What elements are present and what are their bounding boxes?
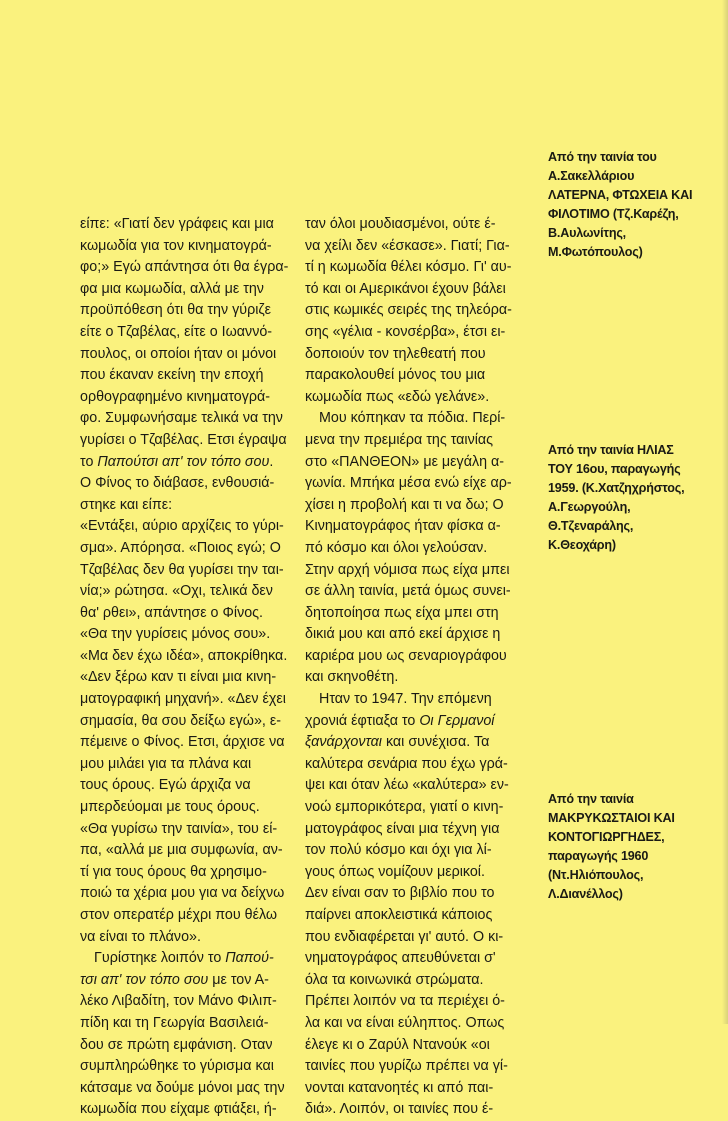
film-title: Παπούτσι απ' τον τόπο σου <box>97 453 270 470</box>
text-line: στον οπερατέρ μέχρι που θέλω <box>80 907 278 923</box>
caption-line: Μ.Φωτόπουλος) <box>548 244 643 259</box>
text-line: όλα τα κοινωνικά στρώματα. <box>305 971 484 988</box>
text-line: Γυρίστηκε λοιπόν το Παπού- <box>94 950 274 967</box>
text-line: νονται κατανοητές κι από παι- <box>305 1079 494 1096</box>
text-line: δοποιούν τον τηλεθεατή που <box>305 345 486 362</box>
caption-line: 1959. (Κ.Χατζηχρήστος, <box>548 480 685 495</box>
text-line: σμα». Απόρησα. «Ποιος εγώ; Ο <box>80 539 281 556</box>
text-line: τί για τους όρους θα χρησιμο- <box>80 863 267 880</box>
text-line: διά». Λοιπόν, οι ταινίες που έ- <box>305 1101 494 1118</box>
caption-line: ΚΟΝΤΟΓΙΩΡΓΗΔΕΣ, <box>548 829 665 844</box>
text-line: Μου κόπηκαν τα πόδια. Περί- <box>319 410 506 427</box>
text-line: σημασία, θα σου δείξω εγώ», ε- <box>80 712 282 729</box>
caption-line: Από την ταινία του <box>548 150 657 164</box>
caption-line: ΦΙΛΟΤΙΜΟ (Τζ.Καρέζη, <box>548 206 679 221</box>
text-line: «Δεν ξέρω καν τι είναι μια κινη- <box>80 669 277 686</box>
caption-line: (Ντ.Ηλιόπουλος, <box>548 867 644 882</box>
text-line: το Παπούτσι απ' τον τόπο σου. <box>80 453 274 470</box>
text-line: ορθογραφημένο κινηματογρά- <box>80 388 271 405</box>
text-line: που ενδιαφέρεται γι' αυτό. Ο κι- <box>305 928 504 945</box>
caption-line: Από την ταινία <box>548 792 634 806</box>
page-edge-shadow <box>722 0 728 1024</box>
text-line: ξανάρχονται και συνέχισα. Τα <box>305 734 490 751</box>
text-line: να είναι το πλάνο». <box>80 928 201 945</box>
film-title: ξανάρχονται <box>305 734 382 751</box>
text-line: καλύτερα σενάρια που έχω γρά- <box>305 755 508 772</box>
caption-line: Κ.Θεοχάρη) <box>548 537 616 552</box>
text-line: Στην αρχή νόμισα πως είχα μπει <box>305 561 510 578</box>
text-line: τί η κωμωδία θέλει κόσμο. Γι' αυ- <box>305 259 512 276</box>
text-line: πό κόσμο και όλοι γελούσαν. <box>305 539 488 556</box>
caption-line: Λ.Διανέλλος) <box>548 886 623 901</box>
film-title: Οι Γερμανοί <box>419 712 495 729</box>
text-line: πα, «αλλά με μια συμφωνία, αν- <box>80 842 283 859</box>
caption-line: Β.Αυλωνίτης, <box>548 225 626 240</box>
text-line: σε άλλη ταινία, μετά όμως συνει- <box>305 583 511 600</box>
text-line: καριέρα μου ως σεναριογράφου <box>305 647 507 664</box>
text-line: «Μα δεν έχω ιδέα», αποκρίθηκα. <box>80 647 288 664</box>
text-line: που έκαναν εκείνη την εποχή <box>80 367 264 384</box>
text-line: νοώ εμπορικότερα, γιατί ο κινη- <box>305 799 504 816</box>
photo-caption-laterna <box>548 148 720 261</box>
text-line: νία;» ρώτησα. «Οχι, τελικά δεν <box>80 583 273 600</box>
text-line: φο;» Εγώ απάντησα ότι θα έγρα- <box>80 259 289 276</box>
text-line: σης «γέλια - κονσέρβα», έτσι ει- <box>305 323 506 340</box>
text-line: ματογραφική μηχανή». «Δεν έχει <box>80 691 286 708</box>
text-line: στηκε και είπε: <box>80 496 173 513</box>
text-line: πίδη και τη Γεωργία Βασιλειά- <box>80 1014 269 1031</box>
text-line: δικιά μου και από εκεί άρχισε η <box>305 626 501 643</box>
text-line: Ο Φίνος το διάβασε, ενθουσιά- <box>80 475 275 492</box>
text-line: ματογράφος είναι μια τέχνη για <box>305 820 500 837</box>
text-line: θα' ρθει», απάντησε ο Φίνος. <box>80 604 264 621</box>
text-line: και σκηνοθέτη. <box>305 669 399 686</box>
text-line: «Θα την γυρίσεις μόνος σου». <box>80 626 271 643</box>
text-line: τσι απ' τον τόπο σου με τον Α- <box>80 971 269 988</box>
text-line: Ηταν το 1947. Την επόμενη <box>319 691 492 708</box>
text-line: στις κωμικές σειρές της τηλεόρα- <box>305 302 512 319</box>
text-line: «Θα γυρίσω την ταινία», του εί- <box>80 820 278 837</box>
body-text-left-column <box>80 214 298 1121</box>
text-line: πέμεινε ο Φίνος. Ετσι, άρχισε να <box>80 734 285 751</box>
text-line: να χείλι δεν «έσκασε». Γιατί; Για- <box>305 237 510 254</box>
text-line: κωμωδία για τον κινηματογρά- <box>80 237 272 254</box>
text-line: Τζαβέλας δεν θα γυρίσει την ται- <box>80 561 284 578</box>
caption-line: Α.Σακελλάριου <box>548 168 635 183</box>
text-line: γωνία. Μπήκα μέσα ενώ είχε αρ- <box>305 475 512 492</box>
caption-line: παραγωγής 1960 <box>548 848 649 863</box>
text-line: έλεγε κι ο Ζαρύλ Ντανούκ «οι <box>305 1036 490 1053</box>
text-line: παρακολουθεί μόνος του μια <box>305 367 486 384</box>
text-line: συμπληρώθηκε το γύρισμα και <box>80 1058 274 1075</box>
text-line: νηματογράφος απευθύνεται σ' <box>305 950 496 967</box>
text-line: τους όρους. Εγώ άρχιζα να <box>80 777 251 794</box>
text-line: δητοποίησα πως είχα μπει στη <box>305 604 499 621</box>
text-line: μενα την πρεμιέρα της ταινίας <box>305 431 494 448</box>
caption-line: ΛΑΤΕΡΝΑ, ΦΤΩΧΕΙΑ ΚΑΙ <box>548 187 693 202</box>
text-line: Πρέπει λοιπόν να τα περιέχει ό- <box>305 993 505 1010</box>
caption-line: Α.Γεωργούλη, <box>548 499 631 514</box>
text-line: φα μια κωμωδία, αλλά με την <box>80 280 264 297</box>
body-text-middle-column <box>305 214 527 1121</box>
caption-line: ΜΑΚΡΥΚΩΣΤΑΙΟΙ ΚΑΙ <box>548 810 675 825</box>
text-line: μπερδεύομαι με τους όρους. <box>80 799 260 816</box>
text-line: τό και οι Αμερικάνοι έχουν βάλει <box>305 280 506 297</box>
text-line: ταν όλοι μουδιασμένοι, ούτε έ- <box>305 216 496 232</box>
text-line: προϋπόθεση ότι θα την γύριζε <box>80 302 272 319</box>
text-line: χρονιά έφτιαξα το Οι Γερμανοί <box>305 712 495 729</box>
text-line: ταινίες που γυρίζω πρέπει να γί- <box>305 1058 508 1075</box>
photo-caption-ilias-tou-16ou <box>548 441 720 554</box>
text-line: «Εντάξει, αύριο αρχίζεις το γύρι- <box>80 518 284 535</box>
text-line: ψει και όταν λέω «καλύτερα» εν- <box>305 777 509 794</box>
text-line: γυρίσει ο Τζαβέλας. Ετσι έγραψα <box>80 431 287 448</box>
text-line: λα και να είναι εύληπτος. Οπως <box>305 1014 505 1031</box>
caption-line: Από την ταινία ΗΛΙΑΣ <box>548 443 674 457</box>
text-line: κάτσαμε να δούμε μόνοι μας την <box>80 1079 285 1096</box>
text-line: είπε: «Γιατί δεν γράφεις και μια <box>80 216 274 232</box>
text-line: πουλος, οι οποίοι ήταν οι μόνοι <box>80 345 277 362</box>
photo-caption-makrykostaioi <box>548 790 720 903</box>
text-line: χίσει η προβολή και τι να δω; Ο <box>305 496 504 513</box>
text-line: μου μιλάει για τα πλάνα και <box>80 755 252 772</box>
text-line: λέκο Λιβαδίτη, τον Μάνο Φιλιπ- <box>80 993 277 1010</box>
text-line: παίρνει αποκλειστικά κάποιος <box>305 907 493 923</box>
text-line: κωμωδία πως «εδώ γελάνε». <box>305 388 490 405</box>
text-line: στο «ΠΑΝΘΕΟΝ» με μεγάλη α- <box>305 453 505 470</box>
caption-line: Θ.Τζεναράλης, <box>548 518 634 533</box>
text-line: Δεν είναι σαν το βιβλίο που το <box>305 885 495 902</box>
text-line: είτε ο Τζαβέλας, είτε ο Ιωαννό- <box>80 323 273 340</box>
film-title: τσι απ' τον τόπο σου <box>80 971 209 988</box>
caption-line: ΤΟΥ 16ου, παραγωγής <box>548 461 681 476</box>
text-line: δου σε πρώτη εμφάνιση. Οταν <box>80 1036 273 1053</box>
text-line: Κινηματογράφος ήταν φίσκα α- <box>305 518 501 535</box>
text-line: φο. Συμφωνήσαμε τελικά να την <box>80 410 283 427</box>
text-line: τον πολύ κόσμο και όχι για λί- <box>305 842 492 859</box>
text-line: γους όπως νομίζουν μερικοί. <box>305 863 485 880</box>
text-line: ποιώ τα χέρια μου για να δείχνω <box>80 885 285 902</box>
film-title: Παπού- <box>225 950 274 967</box>
text-line: κωμωδία που είχαμε φτιάξει, ή- <box>80 1101 277 1118</box>
